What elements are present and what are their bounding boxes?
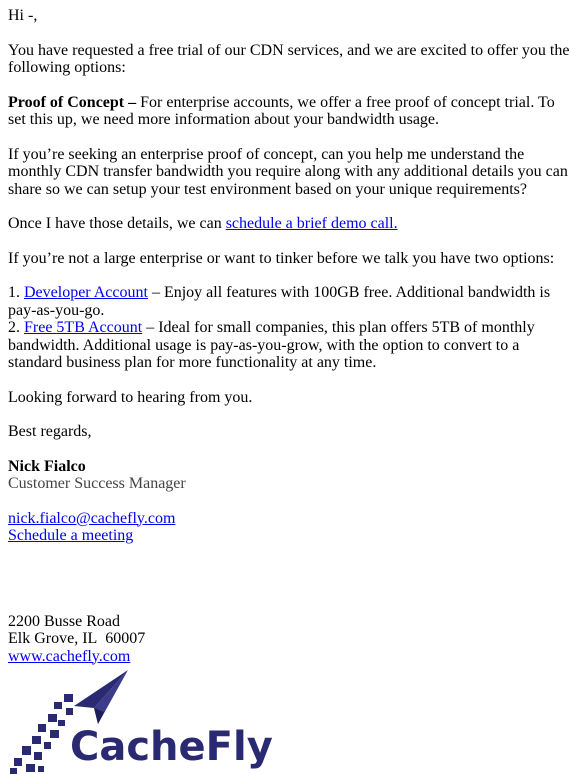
- cachefly-logo-icon: [8, 668, 308, 774]
- address-city: Elk Grove, IL 60007: [8, 630, 146, 647]
- demo-prefix: Once I have those details, we can: [8, 215, 226, 232]
- schedule-demo-link[interactable]: schedule a brief demo call.: [225, 215, 398, 232]
- regards-line: Best regards,: [8, 423, 92, 440]
- schedule-meeting-link[interactable]: Schedule a meeting: [8, 527, 134, 544]
- enterprise-paragraph: If you’re seeking an enterprise proof of concept, can you help me understand the monthly CDN transfer bandwidth you require along with any additional details you can share so we can setup your test environment based on your unique requirements?: [8, 145, 568, 198]
- signature-name: Nick Fialco: [8, 457, 86, 475]
- signature-title: Customer Success Manager: [8, 475, 186, 492]
- greeting: Hi -,: [8, 7, 38, 24]
- option-text: – Enjoy all features with 100GB free. Additional bandwidth is pay-as-you-go.: [8, 284, 551, 319]
- option-number: 1.: [8, 284, 24, 301]
- developer-account-link[interactable]: Developer Account: [24, 284, 148, 301]
- email-link[interactable]: nick.fialco@cachefly.com: [8, 509, 176, 527]
- address-street: 2200 Busse Road: [8, 612, 120, 630]
- intro-paragraph: You have requested a free trial of our CDN services, and we are excited to offer you the following options:: [8, 41, 570, 76]
- option-free-5tb: [8, 319, 574, 372]
- poc-text: For enterprise accounts, we offer a free proof of concept trial. To set this up, we need more information about your bandwidth usage.: [8, 93, 555, 128]
- poc-label: Proof of Concept –: [8, 93, 137, 111]
- signature-meeting-line: [8, 527, 574, 545]
- logo-wordmark: CacheFly: [70, 724, 273, 770]
- free-5tb-account-link[interactable]: Free 5TB Account: [24, 319, 143, 336]
- poc-paragraph: [8, 94, 574, 129]
- option-number: 2.: [8, 319, 24, 336]
- cachefly-logo: [8, 668, 308, 774]
- option-text: – Ideal for small companies, this plan offers 5TB of monthly bandwidth. Additional usage is pay-as-you-grow, with the option to convert to a standard business plan for more functionality at any time.: [8, 319, 535, 371]
- closing-line: Looking forward to hearing from you.: [8, 388, 253, 406]
- option-developer: [8, 284, 574, 319]
- website-link[interactable]: www.cachefly.com: [8, 647, 131, 665]
- options-intro: If you’re not a large enterprise or want to tinker before we talk you have two options:: [8, 249, 555, 267]
- email-body: [8, 7, 574, 665]
- signature-email-line: [8, 510, 574, 528]
- website-line: [8, 648, 574, 666]
- demo-paragraph: [8, 215, 574, 233]
